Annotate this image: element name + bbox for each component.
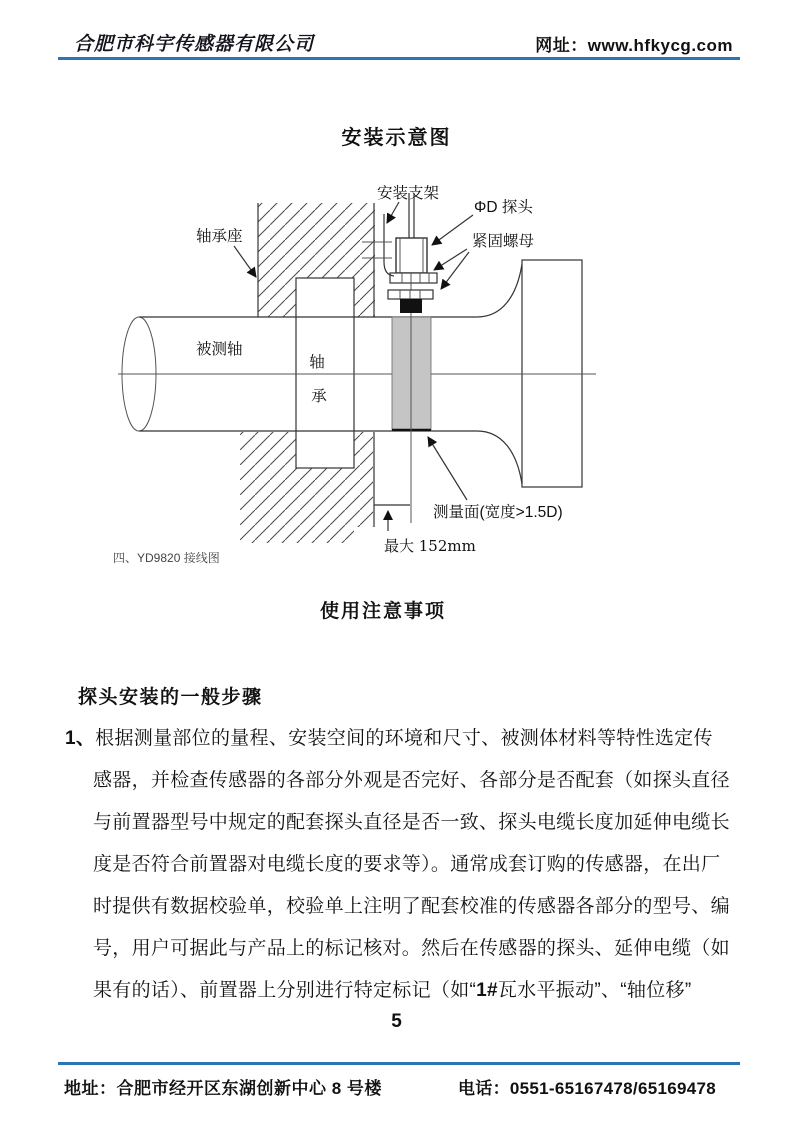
nut-leader-arrow	[441, 252, 469, 289]
header-divider	[58, 57, 740, 60]
label-bearing-1: 轴	[309, 354, 325, 371]
label-lock-nut: 紧固螺母	[472, 233, 535, 250]
label-probe: ΦD 探头	[474, 199, 533, 216]
website-label: 网址：	[535, 36, 588, 55]
paragraph-line-6: 号，用户可据此与产品上的标记核对。然后在传感器的探头、延伸电缆（如	[93, 938, 730, 959]
cutoff-caption: 四、YD9820 接线图	[113, 551, 220, 565]
probe-tip	[400, 299, 422, 313]
list-marker: 1、	[65, 728, 96, 749]
website-url: www.hfkycg.com	[587, 36, 733, 55]
probe-leader-arrow	[432, 215, 473, 245]
page-number: 5	[391, 1011, 402, 1032]
installation-diagram	[0, 150, 793, 570]
paragraph-text: 瓦水平振动”、“轴位移”	[497, 980, 692, 1001]
bearing-block	[296, 278, 354, 468]
surface-leader-arrow	[428, 437, 467, 500]
footer-address: 地址：合肥市经开区东湖创新中心 8 号楼	[64, 1079, 382, 1098]
paragraph-line-3: 与前置器型号中规定的配套探头直径是否一致、探头电缆长度加延伸电缆长	[93, 812, 730, 833]
website	[535, 31, 733, 56]
subsection-title: 探头安装的一般步骤	[78, 687, 263, 708]
paragraph-line-1	[65, 718, 730, 760]
paragraph-line-4: 度是否符合前置器对电缆长度的要求等）。通常成套订购的传感器，在出厂	[93, 854, 721, 875]
section-title: 使用注意事项	[319, 601, 446, 622]
footer-phone: 电话：0551-65167478/65169478	[458, 1079, 716, 1098]
diagram-title: 安装示意图	[341, 127, 452, 149]
paragraph-line-2: 感器，并检查传感器的各部分外观是否完好、各部分是否配套（如探头直径	[93, 770, 730, 791]
paragraph-text: 果有的话）、前置器上分别进行特定标记（如“	[93, 980, 477, 1001]
label-measuring-surface: 测量面(宽度>1.5D)	[433, 504, 563, 521]
paragraph-text: 根据测量部位的量程、安装空间的环境和尺寸、被测体材料等特性选定传	[95, 728, 713, 749]
label-mount-bracket: 安装支架	[376, 185, 440, 202]
probe-body	[396, 238, 427, 273]
company-name: 合肥市科宇传感器有限公司	[74, 33, 315, 55]
label-bearing-2: 承	[311, 388, 327, 405]
lock-nut-upper	[390, 273, 437, 283]
nut-leader-arrow	[434, 249, 467, 270]
bearing-seat-leader-arrow	[234, 246, 256, 277]
bracket-leader-arrow	[387, 202, 399, 223]
label-bearing-seat: 轴承座	[196, 228, 243, 245]
label-max-distance: 最大 152mm	[384, 537, 476, 555]
mount-bracket	[384, 214, 394, 276]
highlighted-tag: 1#	[476, 980, 498, 1001]
shaft-fillet-top	[477, 264, 522, 317]
shaft-fillet-bottom	[477, 431, 522, 484]
label-measured-shaft: 被测轴	[196, 341, 243, 358]
step-1-paragraph	[65, 718, 730, 1012]
footer-divider	[58, 1062, 740, 1065]
paragraph-line-7	[65, 970, 730, 1012]
paragraph-line-5: 时提供有数据校验单，校验单上注明了配套校准的传感器各部分的型号、编	[93, 896, 730, 917]
